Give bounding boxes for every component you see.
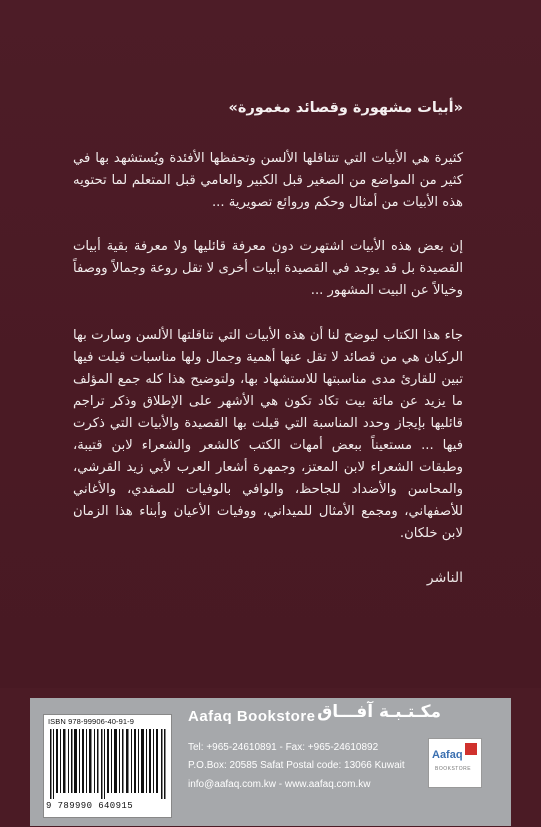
barcode-block [43, 714, 172, 818]
logo-text: Aafaq [432, 749, 463, 761]
blurb-paragraph-3: جاء هذا الكتاب ليوضح لنا أن هذه الأبيات التي تناقلتها الألسن وسارت بها الركبان هي من قصائد لا تقل عنها أهمية وجمال ولها مناسبات قيلت فيها تبين للقارئ مدى مناسبتها للاستشهاد بها، ولتوضيح هذا كله جمع المؤلف ما يزيد عن مائة بيت تكاد تكون هي الأشهر على الإطلاق وذكر تراجم قائليها بإيجاز وحدد المناسبة التي قيلت بها القصيدة والأبيات التي ذكرت فيها ... مستعيناً ببعض أمهات الكتب كالشعر والشعراء لابن قتيبة، وطبقات الشعراء لابن المعتز، وجمهرة أشعار العرب لأبي زيد القرشي، والمحاسن والأضداد للجاحظ، والوافي بالوفيات للصفدي، والأغاني للأصفهاني، ومجمع الأمثال للميداني، ووفيات الأعيان وأبناء هذا الزمان لابن خلكان. [73, 328, 463, 541]
blurb-paragraph-1: كثيرة هي الأبيات التي تتناقلها الألسن وتحفظها الأفئدة ويُستشهد بها في كثير من المواضع من الصغير قبل الكبير والعامي قبل المتعلم لما تحتويه هذه الأبيات من أمثال وحكم وروائع تصويرية ... [73, 151, 463, 210]
store-name-arabic: مكـتـبـة آفـــاق [317, 702, 441, 722]
publisher-signature: الناشر [426, 570, 463, 586]
contact-phone-fax: Tel: +965-24610891 - Fax: +965-24610892 [188, 742, 379, 753]
blurb-title: «أبيات مشهورة وقصائد مغمورة» [228, 100, 463, 116]
publisher-logo [428, 738, 482, 788]
contact-email-web: info@aafaq.com.kw - www.aafaq.com.kw [188, 779, 371, 790]
logo-mark-icon [465, 743, 477, 755]
store-name-english: Aafaq Bookstore [188, 708, 316, 725]
contact-address: P.O.Box: 20585 Safat Postal code: 13066 Kuwait [188, 760, 405, 771]
barcode-icon [50, 729, 166, 799]
barcode-number: 9 789990 640915 [46, 801, 134, 811]
logo-subtext: BOOKSTORE [435, 766, 472, 772]
blurb-paragraph-2: إن بعض هذه الأبيات اشتهرت دون معرفة قائليها ولا معرفة بقية أبيات القصيدة بل قد يوجد في القصيدة أبيات أخرى لا تقل روعة وجمالاً ووصفاً وخيالاً عن البيت المشهور ... [73, 239, 463, 298]
isbn-label: ISBN 978-99906-40-91-9 [48, 717, 135, 726]
